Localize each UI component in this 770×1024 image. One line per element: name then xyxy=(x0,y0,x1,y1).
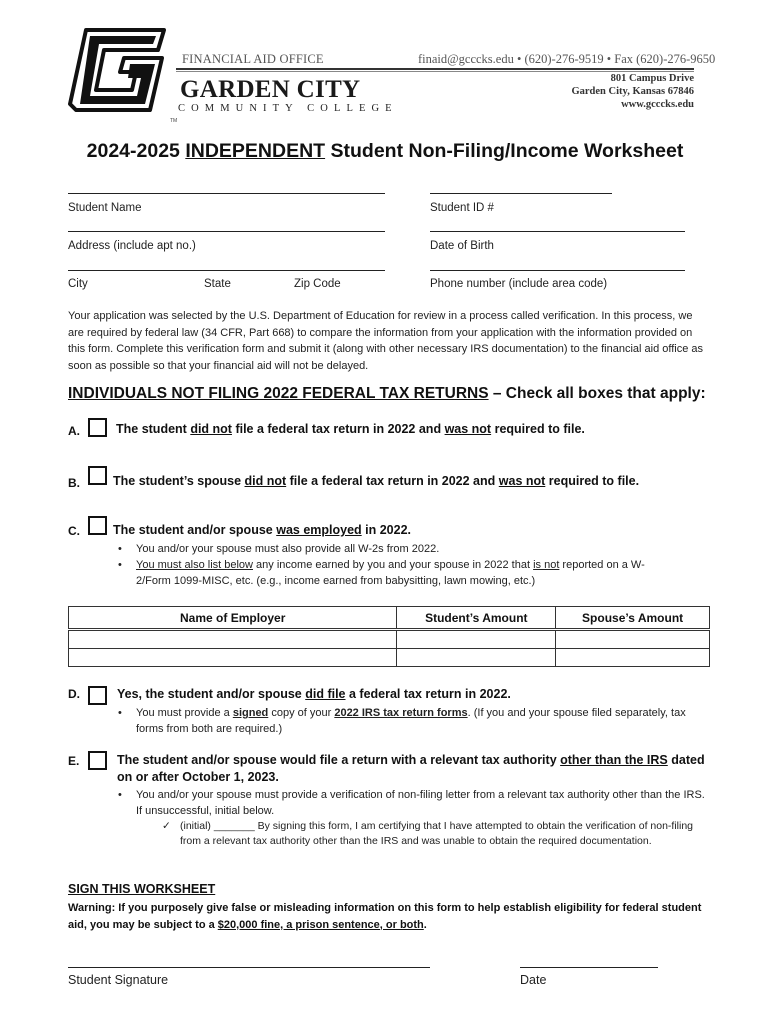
item-c-letter: C. xyxy=(68,524,80,538)
city-label: City xyxy=(68,278,88,290)
cell-employer[interactable] xyxy=(69,630,397,649)
col-spouse-amount: Spouse’s Amount xyxy=(556,607,710,630)
cell-student-amount[interactable] xyxy=(397,630,556,649)
city-state-zip-line[interactable] xyxy=(68,270,385,271)
address-line-1: 801 Campus Drive xyxy=(610,73,694,84)
header-rule xyxy=(176,68,694,70)
item-e-letter: E. xyxy=(68,754,80,768)
item-d-bullet: • You must provide a signed copy of your 2022 IRS tax return forms. (If you and your spouse filed separately, tax forms from both are required.) xyxy=(118,705,698,737)
state-label: State xyxy=(204,278,231,290)
address-label: Address (include apt no.) xyxy=(68,240,196,252)
college-address xyxy=(571,72,694,111)
intro-paragraph: Your application was selected by the U.S. Department of Education for review in a process called verification. In this process, we are required by federal law (34 CFR, Part 668) to compare the information from your application with the information provided on this form. Complete this verification form and submit it (along with other necessary IRS documentation) to the financial aid office as soon as possible so that your financial aid will not be delayed. xyxy=(68,310,704,372)
office-name: FINANCIAL AID OFFICE xyxy=(182,52,324,66)
item-b-checkbox[interactable] xyxy=(88,466,107,485)
zip-label: Zip Code xyxy=(294,278,341,290)
cell-spouse-amount[interactable] xyxy=(556,649,710,667)
phone-line[interactable] xyxy=(430,270,685,271)
item-c-statement: The student and/or spouse was employed in 2022. xyxy=(113,523,412,537)
item-d-letter: D. xyxy=(68,687,80,701)
item-d-checkbox[interactable] xyxy=(88,686,107,705)
table-row xyxy=(69,630,710,649)
signature-label: Student Signature xyxy=(68,973,169,987)
signature-line[interactable] xyxy=(68,967,430,968)
address-line-2: Garden City, Kansas 67846 xyxy=(571,86,694,97)
item-e-statement: The student and/or spouse would file a return with a relevant tax authority other than the IRS dated on or after October 1, 2023. xyxy=(117,753,705,784)
table-row xyxy=(69,649,710,667)
student-id-line[interactable] xyxy=(430,193,612,194)
college-logo xyxy=(66,24,174,116)
col-student-amount: Student’s Amount xyxy=(397,607,556,630)
col-employer-name: Name of Employer xyxy=(69,607,397,630)
date-label: Date xyxy=(520,973,547,987)
item-b-letter: B. xyxy=(68,476,80,490)
student-name-label: Student Name xyxy=(68,202,142,214)
cell-employer[interactable] xyxy=(69,649,397,667)
employer-table xyxy=(68,606,710,667)
student-name-line[interactable] xyxy=(68,193,385,194)
cell-spouse-amount[interactable] xyxy=(556,630,710,649)
dob-label: Date of Birth xyxy=(430,240,494,252)
phone-label: Phone number (include area code) xyxy=(430,278,608,290)
checkmark-icon: ✓ xyxy=(162,820,171,832)
website: www.gcccks.edu xyxy=(621,99,694,110)
cell-student-amount[interactable] xyxy=(397,649,556,667)
item-d-statement: Yes, the student and/or spouse did file a federal tax return in 2022. xyxy=(117,687,511,701)
item-c-bullet-2: • You must also list below any income earned by you and your spouse in 2022 that is not reported on a W-2/Form 1099-MISC, etc. (e.g., income earned from babysitting, lawn mowing, etc.) xyxy=(118,557,678,589)
college-subtitle: COMMUNITY COLLEGE xyxy=(178,103,398,114)
address-line[interactable] xyxy=(68,231,385,232)
item-e-checkbox[interactable] xyxy=(88,751,107,770)
section-heading: INDIVIDUALS NOT FILING 2022 FEDERAL TAX RETURNS – Check all boxes that apply: xyxy=(68,385,706,402)
item-c-checkbox[interactable] xyxy=(88,516,107,535)
table-header-row xyxy=(69,607,710,630)
page-title: 2024-2025 INDEPENDENT Student Non-Filing/Income Worksheet xyxy=(86,140,684,162)
college-name: GARDEN CITY xyxy=(180,76,361,103)
student-id-label: Student ID # xyxy=(430,202,494,214)
item-a-letter: A. xyxy=(68,424,80,438)
item-e-initial-certification: ✓ (initial) _______ By signing this form, I am certifying that I have attempted to obtain the verification of non-filing from a relevant tax authority other than the IRS and was unable to obtain the required documentation. xyxy=(162,820,694,847)
item-a-checkbox[interactable] xyxy=(88,418,107,437)
item-e-bullets xyxy=(118,787,708,819)
dob-line[interactable] xyxy=(430,231,685,232)
warning-text: Warning: If you purposely give false or misleading information on this form to help establish eligibility for federal student aid, you may be subject to a $20,000 fine, a prison sentence, or both. xyxy=(68,902,702,931)
item-d-bullets xyxy=(118,705,698,737)
sign-heading: SIGN THIS WORKSHEET xyxy=(68,882,216,896)
item-c-bullets xyxy=(118,541,678,589)
item-a-statement: The student did not file a federal tax return in 2022 and was not required to file. xyxy=(116,422,585,436)
office-contact: finaid@gcccks.edu • (620)-276-9519 • Fax (620)-276-9650 xyxy=(418,52,716,66)
trademark-mark: TM xyxy=(170,118,178,124)
item-c-bullet-1: • You and/or your spouse must also provide all W-2s from 2022. xyxy=(118,541,678,557)
item-b-statement: The student’s spouse did not file a federal tax return in 2022 and was not required to file. xyxy=(113,474,640,488)
date-line[interactable] xyxy=(520,967,658,968)
item-e-bullet: • You and/or your spouse must provide a verification of non-filing letter from a relevant tax authority other than the IRS. If unsuccessful, initial below. xyxy=(118,787,708,819)
